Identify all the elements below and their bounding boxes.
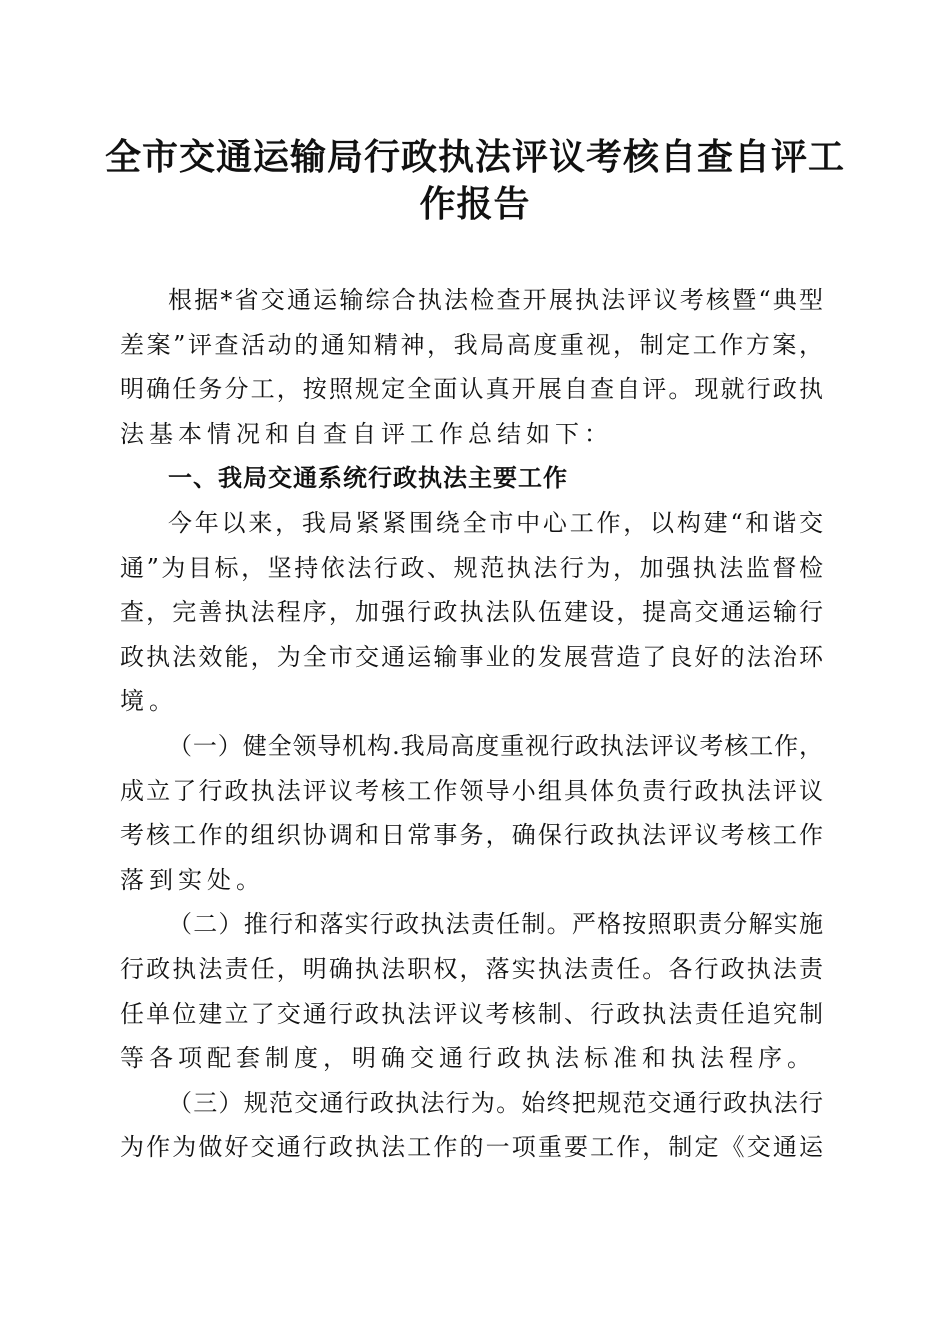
- paragraph-line: （一）健全领导机构.我局高度重视行政执法评议考核工作，: [168, 731, 823, 760]
- paragraph: [120, 724, 823, 902]
- paragraph-line: （三）规范交通行政执法行为。始终把规范交通行政执法行: [168, 1088, 823, 1117]
- paragraph-line: 等各项配套制度，明确交通行政执法标准和执法程序。: [120, 1044, 816, 1073]
- paragraph-line: 今年以来，我局紧紧围绕全市中心工作，以构建“和谐交: [168, 508, 823, 537]
- document-title: [100, 134, 850, 228]
- paragraph-line: 落到实处。: [120, 865, 265, 894]
- paragraph: [120, 501, 823, 724]
- paragraph-line: 查，完善执法程序，加强行政执法队伍建设，提高交通运输行: [120, 598, 823, 627]
- paragraph-line: （二）推行和落实行政执法责任制。严格按照职责分解实施: [168, 910, 823, 939]
- paragraph: [120, 902, 823, 1080]
- paragraph-line: 成立了行政执法评议考核工作领导小组具体负责行政执法评议: [120, 776, 823, 805]
- paragraph-line: 政执法效能，为全市交通运输事业的发展营造了良好的法治环: [120, 642, 823, 671]
- paragraph-line: 法基本情况和自查自评工作总结如下：: [120, 419, 613, 448]
- paragraph-line: 考核工作的组织协调和日常事务，确保行政执法评议考核工作: [120, 821, 823, 850]
- document-body: [120, 278, 823, 1170]
- paragraph-line: 根据*省交通运输综合执法检查开展执法评议考核暨“典型: [168, 286, 823, 314]
- paragraph-line: 通”为目标，坚持依法行政、规范执法行为，加强执法监督检: [120, 553, 823, 582]
- paragraph-line: 行政执法责任，明确执法职权，落实执法责任。各行政执法责: [120, 954, 823, 983]
- title-line-2: 作报告: [419, 183, 531, 225]
- paragraph-line: 明确任务分工，按照规定全面认真开展自查自评。现就行政执: [120, 375, 823, 404]
- paragraph-line: 任单位建立了交通行政执法评议考核制、行政执法责任追究制: [120, 999, 823, 1028]
- title-line-1: 全市交通运输局行政执法评议考核自查自评工: [104, 136, 845, 178]
- paragraph: [120, 278, 823, 456]
- paragraph-line: 一、我局交通系统行政执法主要工作: [168, 464, 568, 493]
- paragraph-line: 境。: [120, 687, 178, 716]
- paragraph: [120, 1081, 823, 1170]
- section-heading: [120, 456, 823, 501]
- paragraph-line: 差案”评查活动的通知精神，我局高度重视，制定工作方案，: [120, 330, 823, 359]
- paragraph-line: 为作为做好交通行政执法工作的一项重要工作，制定《交通运: [120, 1133, 823, 1162]
